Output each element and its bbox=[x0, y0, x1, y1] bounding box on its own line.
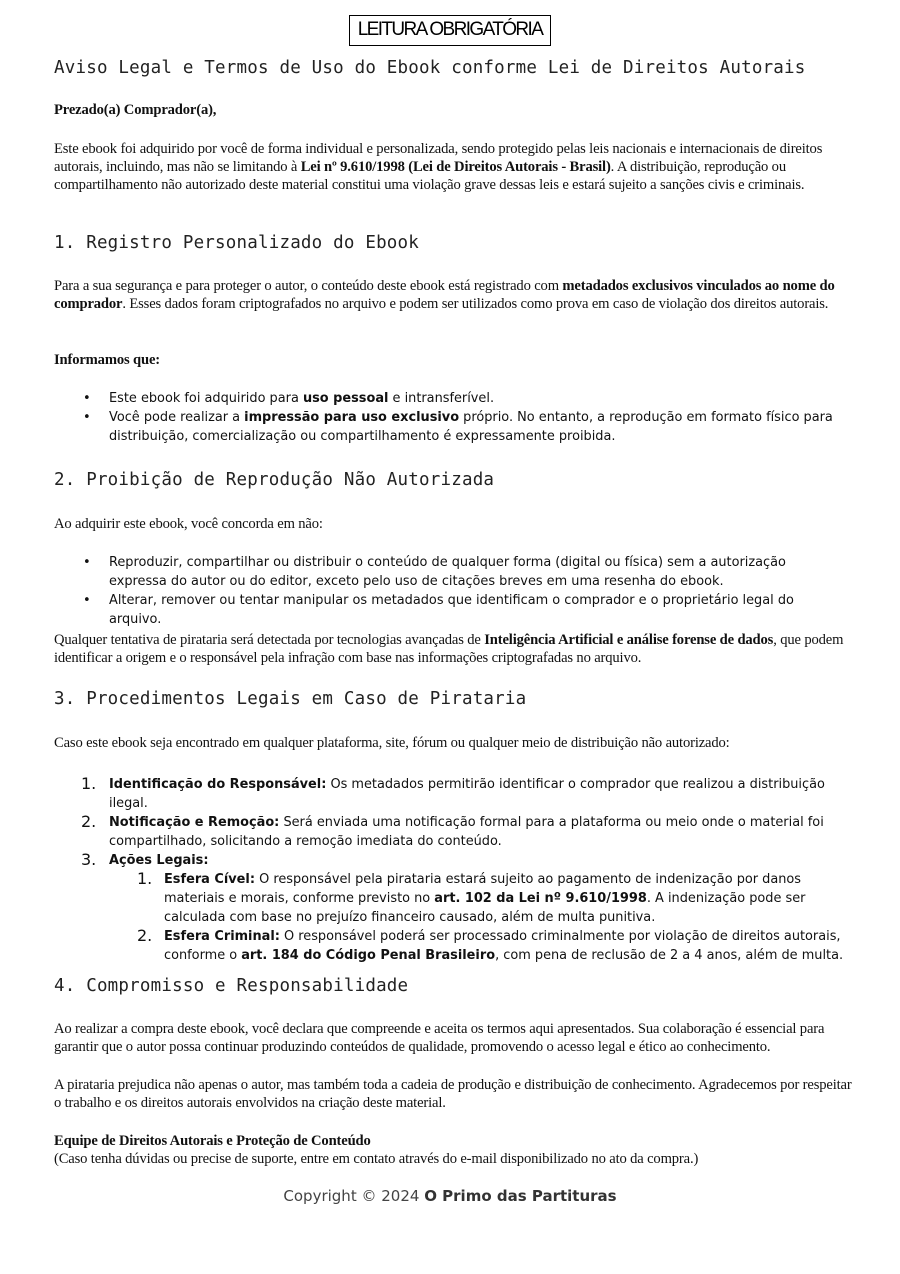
section-1-heading: 1. Registro Personalizado do Ebook bbox=[54, 233, 420, 253]
list-item bbox=[54, 775, 844, 813]
s1-b2-pre: Você pode realizar a bbox=[109, 410, 245, 425]
item-number: 1. bbox=[81, 774, 97, 793]
s1-b2-post: próprio. No entanto, a reprodução em formato físico para distribuição, comercialização ou compartilhamento é expressamente proibida. bbox=[109, 410, 833, 444]
sub-1-pre: O responsável pela pirataria estará sujeito ao pagamento de indenização por danos materiais e morais, conforme previsto no bbox=[164, 872, 802, 906]
s2-bold: Inteligência Artificial e análise forense de dados bbox=[484, 632, 774, 648]
section-1-paragraph bbox=[54, 277, 844, 313]
section-3-heading: 3. Procedimentos Legais em Caso de Pirataria bbox=[54, 689, 527, 709]
copyright-prefix: Copyright © 2024 bbox=[283, 1187, 425, 1205]
item-3-title: Ações Legais: bbox=[109, 853, 209, 868]
section-3-lead: Caso este ebook seja encontrado em qualquer plataforma, site, fórum ou qualquer meio de distribuição não autorizado: bbox=[54, 735, 730, 751]
s1-b1-pre: Este ebook foi adquirido para bbox=[109, 391, 303, 406]
support-note: (Caso tenha dúvidas ou precise de suporte, entre em contato através do e-mail disponibilizado no ato da compra.) bbox=[54, 1151, 699, 1167]
item-2-text: Será enviada uma notificação formal para a plataforma ou meio onde o material foi compartilhado, solicitando a remoção imediata do conteúdo. bbox=[109, 815, 824, 849]
section-2-lead: Ao adquirir este ebook, você concorda em não: bbox=[54, 516, 323, 532]
greeting bbox=[54, 101, 854, 119]
list-item bbox=[54, 813, 844, 851]
list-item bbox=[109, 870, 844, 927]
sub-1-title: Esfera Cível: bbox=[164, 872, 255, 887]
brand-name: O Primo das Partituras bbox=[424, 1187, 617, 1205]
s2-text-2: , que podem identificar a origem e o responsável pela infração com base nas informações criptografadas no arquivo. bbox=[54, 632, 844, 666]
section-2-paragraph bbox=[54, 631, 844, 667]
sub-1-law: art. 102 da Lei nº 9.610/1998 bbox=[434, 891, 647, 906]
section-1-bullets bbox=[54, 389, 844, 446]
section-3-list bbox=[54, 775, 844, 965]
item-number: 2. bbox=[137, 926, 153, 945]
s1-text-1: Para a sua segurança e para proteger o autor, o conteúdo deste ebook está registrado com bbox=[54, 278, 563, 294]
section-4-heading: 4. Compromisso e Responsabilidade bbox=[54, 976, 409, 996]
item-2-title: Notificação e Remoção: bbox=[109, 815, 280, 830]
mandatory-reading-banner: LEITURA OBRIGATÓRIA bbox=[349, 15, 552, 46]
list-item bbox=[54, 851, 844, 965]
item-number: 2. bbox=[81, 812, 97, 831]
team-signature bbox=[54, 1132, 854, 1150]
s1-b2-bold: impressão para uso exclusivo bbox=[244, 410, 460, 425]
sub-2-law: art. 184 do Código Penal Brasileiro bbox=[241, 948, 496, 963]
sub-1-post: . A indenização pode ser calculada com base no prejuízo financeiro causado, além de multa punitiva. bbox=[164, 891, 806, 925]
list-item bbox=[54, 408, 844, 446]
section-2-heading: 2. Proibição de Reprodução Não Autorizada bbox=[54, 470, 495, 490]
list-item: • Alterar, remover ou tentar manipular os metadados que identificam o comprador e o proprietário legal do arquivo. bbox=[54, 591, 844, 629]
intro-paragraph bbox=[54, 140, 844, 194]
item-number: 3. bbox=[81, 850, 97, 869]
document-title: Aviso Legal e Termos de Uso do Ebook conforme Lei de Direitos Autorais bbox=[54, 58, 806, 78]
section-2-bullets bbox=[54, 553, 844, 629]
copyright-footer bbox=[0, 1187, 900, 1205]
section-4-paragraph-2: A pirataria prejudica não apenas o autor, mas também toda a cadeia de produção e distribuição de conhecimento. Agradecemos por respeitar o trabalho e os direitos autorais envolvidos na criação deste material. bbox=[54, 1077, 852, 1111]
greeting-text: Prezado(a) Comprador(a), bbox=[54, 102, 217, 118]
list-item: • Reproduzir, compartilhar ou distribuir o conteúdo de qualquer forma (digital ou física) sem a autorização expressa do autor ou do editor, exceto pelo uso de citações breves em uma resenha do ebook. bbox=[54, 553, 844, 591]
legal-actions-sublist bbox=[109, 870, 844, 965]
item-number: 1. bbox=[137, 869, 153, 888]
sub-2-title: Esfera Criminal: bbox=[164, 929, 280, 944]
section-4-paragraph-1: Ao realizar a compra deste ebook, você declara que compreende e aceita os termos aqui apresentados. Sua colaboração é essencial para garantir que o autor possa continuar produzindo conteúdos de qualidade, promovendo o acesso legal e ético ao conhecimento. bbox=[54, 1021, 825, 1055]
informamos-text: Informamos que: bbox=[54, 352, 160, 368]
s1-bold: metadados exclusivos vinculados ao nome do comprador bbox=[54, 278, 835, 312]
s1-b1-post: e intransferível. bbox=[388, 391, 495, 406]
list-item bbox=[109, 927, 844, 965]
intro-text-2: . A distribuição, reprodução ou compartilhamento não autorizado deste material constitui uma violação grave dessas leis e estará sujeito a sanções civis e criminais. bbox=[54, 159, 805, 193]
sub-2-pre: O responsável poderá ser processado criminalmente por violação de direitos autorais, conforme o bbox=[164, 929, 841, 963]
sub-2-post: , com pena de reclusão de 2 a 4 anos, além de multa. bbox=[495, 948, 844, 963]
item-1-title: Identificação do Responsável: bbox=[109, 777, 327, 792]
banner-wrap bbox=[0, 15, 900, 46]
informamos-label bbox=[54, 351, 854, 369]
intro-text-1: Este ebook foi adquirido por você de forma individual e personalizada, sendo protegido pelas leis nacionais e internacionais de direitos autorais, incluindo, mas não se limitando à bbox=[54, 141, 823, 175]
s1-b1-bold: uso pessoal bbox=[302, 391, 389, 406]
intro-law: Lei nº 9.610/1998 (Lei de Direitos Autorais - Brasil) bbox=[300, 159, 611, 175]
item-1-text: Os metadados permitirão identificar o comprador que realizou a distribuição ilegal. bbox=[109, 777, 825, 811]
team-name: Equipe de Direitos Autorais e Proteção de Conteúdo bbox=[54, 1133, 371, 1149]
list-item bbox=[54, 389, 844, 408]
s1-text-2: . Esses dados foram criptografados no arquivo e podem ser utilizados como prova em caso de violação dos direitos autorais. bbox=[122, 296, 829, 312]
s2-text-1: Qualquer tentativa de pirataria será detectada por tecnologias avançadas de bbox=[54, 632, 485, 648]
